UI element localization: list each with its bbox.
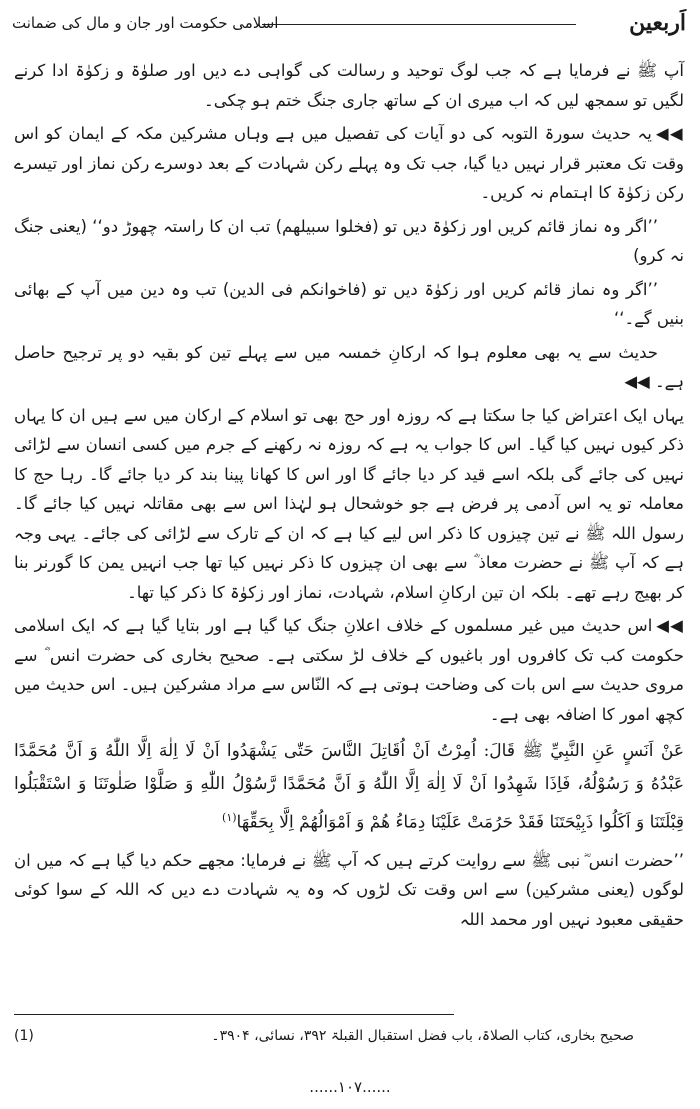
footnote-number: (1) <box>14 1028 34 1044</box>
paragraph-5 <box>14 611 684 729</box>
paragraph-1: آپ ﷺ نے فرمایا ہے کہ جب لوگ توحید و رسالت کی گواہی دے دیں اور صلوٰۃ و زکوٰۃ ادا کرنے لگیں تو سمجھ لیں کہ اب میری ان کے ساتھ جاری جنگ ختم ہو چکی۔ <box>14 61 684 110</box>
paragraph-marker-icon: ◀◀ <box>656 616 684 635</box>
footnote <box>14 1024 684 1048</box>
paragraph-marker-icon: ◀◀ <box>655 124 684 143</box>
header-rule <box>262 24 576 25</box>
quote-1: ’’اگر وہ نماز قائم کریں اور زکوٰۃ دیں تو (فخلوا سبیلھم) تب ان کا راستہ چھوڑ دو‘‘ (یعنی جنگ نہ کرو) <box>14 216 684 265</box>
paragraph-2 <box>14 119 684 208</box>
chapter-title: اسلامی حکومت اور جان و مال کی ضمانت <box>12 14 279 32</box>
quote-2: ’’اگر وہ نماز قائم کریں اور زکوٰۃ دیں تو (فاخوانکم فی الدین) تب وہ دین میں آپ کے بھائی بنیں گے۔‘‘ <box>14 279 684 328</box>
paragraph-5-text: اس حدیث میں غیر مسلموں کے خلاف اعلانِ جنگ کیا گیا ہے اور بتایا گیا ہے کہ ایک اسلامی حکومت کب تک کافروں اور باغیوں کے خلاف لڑ سکتی ہے۔ صحیح بخاری کی حضرت انس ؓ سے مروی حدیث سے اس بات کی وضاحت ہوتی ہے کہ النّاس سے مراد مشرکین ہیں۔ اس حدیث میں کچھ امور کا اضافہ بھی ہے۔ <box>14 616 684 724</box>
footnote-text: صحیح بخاری، کتاب الصلاۃ، باب فضل استقبال القبلۃ ۳۹۲، نسائی، ۳۹۰۴۔ <box>211 1028 634 1044</box>
footnote-rule <box>14 1014 454 1015</box>
paragraph-6: ’’حضرت انس ؓ نبی ﷺ سے روایت کرتے ہیں کہ آپ ﷺ نے فرمایا: مجھے حکم دیا گیا ہے کہ میں ان لوگوں (یعنی مشرکین) سے اس وقت تک لڑوں کہ وہ یہ شہادت دے دیں کہ اللہ کے سوا کوئی حقیقی معبود نہیں اور محمد اللہ <box>14 850 684 929</box>
page-body <box>14 56 684 938</box>
arabic-hadith-text: عَنْ اَنَسٍ عَنِ النَّبِيِّ ﷺ قَالَ: اُمِرْتُ اَنْ اُقَاتِلَ النَّاسَ حَتّٰى يَشْهَدُوا اَنْ لَا اِلٰهَ اِلَّا اللّٰهُ وَ اَنَّ مُحَمَّدًا عَبْدُهُ وَ رَسُوْلُهُ، فَاِذَا شَهِدُوا اَنْ لَا اِلٰهَ اِلَّا اللّٰهُ وَ اَنَّ مُحَمَّدًا رَّسُوْلُ اللّٰهِ وَ صَلَّوْا صَلٰوتَنَا وَ اسْتَقْبَلُوا قِبْلَتَنَا وَ اَكَلُوا ذَبِيْحَتَنَا فَقَدْ حَرُمَتْ عَلَيْنَا دِمَاءُ هُمْ وَ اَمْوَالُهُمْ اِلَّا بِحَقِّهَا <box>14 741 684 833</box>
paragraph-2-text: یہ حدیث سورۃ التوبہ کی دو آیات کی تفصیل میں ہے وہاں مشرکین مکہ کے ایمان کو اس وقت تک معتبر قرار نہیں دیا گیا، جب تک وہ پہلے رکن شہادت کے بعد دوسرے رکن نماز اور تیسرے رکن زکوٰۃ کا اہتمام نہ کریں۔ <box>14 124 684 202</box>
paragraph-end-marker-icon: ◀◀ <box>624 372 650 391</box>
book-title: اَربعین <box>629 10 686 36</box>
page-number: ......۱۰۷...... <box>309 1078 391 1096</box>
paragraph-3-text: حدیث سے یہ بھی معلوم ہوا کہ ارکانِ خمسہ میں سے پہلے تین کو بقیہ دو پر ترجیح حاصل ہے۔ <box>14 342 684 391</box>
arabic-hadith <box>14 735 684 840</box>
page-header <box>12 8 686 40</box>
paragraph-3 <box>14 338 684 397</box>
paragraph-4: یہاں ایک اعتراض کیا جا سکتا ہے کہ روزہ اور حج بھی تو اسلام کے ارکان میں سے ہیں ان کا یہاں ذکر کیوں نہیں کیا گیا۔ اس کا جواب یہ ہے کہ روزہ نہ رکھنے کے جرم میں کسی انسان سے لڑائی نہیں کی جائے گی بلکہ اسے قید کر دیا جائے گا اور اس کا کھانا پینا بند کر دیا جائے گا۔ رہا حج کا معاملہ تو یہ اس آدمی پر فرض ہے جو خوشحال ہو لہٰذا اس سے بھی مقاتلہ نہیں کیا جائے گا۔ رسول اللہ ﷺ نے تین چیزوں کا ذکر اس لیے کیا ہے کہ ان کے تارک سے لڑائی کی جائے۔ یہی وجہ ہے کہ آپ ﷺ نے حضرت معاذ ؓ سے بھی ان چیزوں کا ذکر نہیں کیا تھا جب انہیں یمن کا گورنر بنا کر بھیج رہے تھے۔ بلکہ ان تین ارکانِ اسلام، شہادت، نماز اور زکوٰۃ کا ذکر کیا تھا۔ <box>14 405 684 602</box>
footnote-reference[interactable]: (۱) <box>222 811 237 824</box>
